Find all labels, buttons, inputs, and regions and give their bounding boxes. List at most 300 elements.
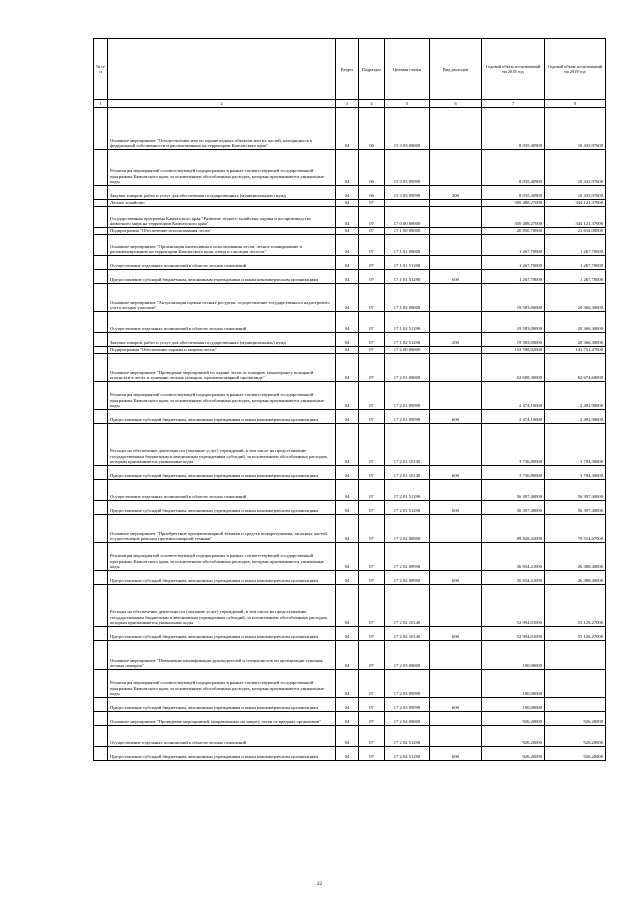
row-subsection-cell: 07 <box>359 501 385 515</box>
row-target-cell: 17 1 01 51290 <box>385 270 430 284</box>
row-number-cell <box>94 670 108 698</box>
row-expense-type-cell: 600 <box>430 466 482 480</box>
row-2019-value-cell <box>545 698 606 712</box>
row-2019-value-cell: 53 126,27000 <box>545 585 606 627</box>
row-section-cell: 04 <box>336 186 359 200</box>
row-2019-value-cell: 926,20000 <box>545 726 606 747</box>
row-2018-value-cell: 62 608,30000 <box>482 354 545 382</box>
table-row <box>94 501 606 515</box>
row-number-cell <box>94 410 108 424</box>
row-subsection-cell: 07 <box>359 543 385 571</box>
row-2019-value-cell: 3 784,30000 <box>545 424 606 466</box>
row-name-cell: Основное мероприятие "Повышение квалификации руководителей и специалистов по организации тушения лесных пожаров" <box>108 641 336 670</box>
row-subsection-cell: 07 <box>359 712 385 726</box>
row-target-cell: 17 2 01 51290 <box>385 480 430 501</box>
row-section-cell: 04 <box>336 641 359 670</box>
row-2019-value-cell: 79 514,67000 <box>545 515 606 543</box>
row-2018-value-cell: 19 583,00000 <box>482 284 545 312</box>
row-section-cell: 04 <box>336 270 359 284</box>
row-number-cell <box>94 501 108 515</box>
row-section-cell: 04 <box>336 424 359 466</box>
table-row <box>94 333 606 347</box>
row-subsection-cell: 07 <box>359 466 385 480</box>
row-2018-value-cell: 20 850,70000 <box>482 228 545 235</box>
row-2018-value-cell: 56 397,40000 <box>482 501 545 515</box>
header-cell-section: Раздел <box>336 39 359 100</box>
row-2018-value-cell: 100,00000 <box>482 670 545 698</box>
row-target-cell: 17 2 03 09990 <box>385 698 430 712</box>
table-row <box>94 515 606 543</box>
row-2018-value-cell: 2 474,10000 <box>482 410 545 424</box>
row-subsection-cell: 06 <box>359 186 385 200</box>
row-name-cell: Закупка товаров, работ и услуг для обеспечения государственных (муниципальных) нужд <box>108 333 336 347</box>
table-row <box>94 466 606 480</box>
table-body <box>94 108 606 761</box>
row-name-cell: Основное мероприятие "Организация интенсивного использования лесов, лесное планирование и регламентирование на территории Камчатского края, отвод и таксация лесосек" <box>108 235 336 256</box>
column-number: 4 <box>359 100 385 108</box>
row-name-cell: Закупка товаров, работ и услуг для обеспечения государственных (муниципальных) нужд <box>108 186 336 200</box>
table-row <box>94 382 606 410</box>
row-2019-value-cell: 56 397,40000 <box>545 480 606 501</box>
row-section-cell: 04 <box>336 256 359 270</box>
row-expense-type-cell <box>430 256 482 270</box>
row-target-cell: 17 1 02 51290 <box>385 333 430 347</box>
row-target-cell: 17 2 02 09990 <box>385 543 430 571</box>
column-number: 5 <box>385 100 430 108</box>
row-number-cell <box>94 543 108 571</box>
row-name-cell: Основное мероприятие "Осуществление мер по охране водных объектов или их частей, находящихся в федеральной собственности и расположенных на территории Камчатского края" <box>108 108 336 150</box>
row-2018-value-cell: 19 583,00000 <box>482 333 545 347</box>
row-subsection-cell: 07 <box>359 312 385 333</box>
table-row <box>94 747 606 761</box>
table-row <box>94 571 606 585</box>
row-subsection-cell: 07 <box>359 270 385 284</box>
row-subsection-cell: 07 <box>359 235 385 256</box>
row-target-cell: 15 3 03 09990 <box>385 150 430 186</box>
row-target-cell: 17 2 02 10140 <box>385 627 430 641</box>
row-expense-type-cell <box>430 641 482 670</box>
row-expense-type-cell <box>430 228 482 235</box>
row-number-cell <box>94 354 108 382</box>
table-row <box>94 228 606 235</box>
row-section-cell: 04 <box>336 670 359 698</box>
row-section-cell: 04 <box>336 698 359 712</box>
header-cell-2019: Годовой объем ассигнований на 2019 год <box>545 39 606 100</box>
row-number-cell <box>94 382 108 410</box>
header-cell-expense-type: Вид расходов <box>430 39 482 100</box>
row-name-cell: Подпрограмма "Обеспечение использования лесов" <box>108 228 336 235</box>
row-subsection-cell: 07 <box>359 228 385 235</box>
row-name-cell: Подпрограмма "Обеспечение охраны и защиты лесов" <box>108 347 336 354</box>
row-number-cell <box>94 235 108 256</box>
row-name-cell: Реализация мероприятий соответствующей подпрограммы в рамках соответствующей государственной программы Камчатского края, за исключением обособленных расходов, которым присваиваются уникальные коды <box>108 150 336 186</box>
row-section-cell: 04 <box>336 228 359 235</box>
table-row <box>94 726 606 747</box>
table-row <box>94 585 606 627</box>
row-target-cell: 17 2 01 51290 <box>385 501 430 515</box>
row-2019-value-cell: 344 121,37000 <box>545 200 606 207</box>
row-subsection-cell: 07 <box>359 354 385 382</box>
row-section-cell: 04 <box>336 347 359 354</box>
row-2019-value-cell: 10 433,97600 <box>545 150 606 186</box>
table-row <box>94 480 606 501</box>
row-number-cell <box>94 515 108 543</box>
row-name-cell: Предоставление субсидий бюджетным, автономным учреждениям и иным некоммерческим организациям <box>108 270 336 284</box>
table-row <box>94 150 606 186</box>
row-2019-value-cell: 20 366,30000 <box>545 312 606 333</box>
row-subsection-cell: 07 <box>359 571 385 585</box>
row-2018-value-cell: 926,20000 <box>482 747 545 761</box>
row-section-cell: 04 <box>336 207 359 228</box>
header-cell-subsection: Подраздел <box>359 39 385 100</box>
row-number-cell <box>94 256 108 270</box>
table-row <box>94 641 606 670</box>
row-name-cell: Предоставление субсидий бюджетным, автономным учреждениям и иным некоммерческим организациям <box>108 571 336 585</box>
row-target-cell: 15 3 03 00000 <box>385 108 430 150</box>
row-number-cell <box>94 333 108 347</box>
row-name-cell: Основное мероприятие "Приобретение противопожарной техники и средств пожаротушения, запасных частей, осуществление ремонта противопожарной техники" <box>108 515 336 543</box>
row-2018-value-cell: 1 267,70000 <box>482 235 545 256</box>
row-subsection-cell: 07 <box>359 424 385 466</box>
row-2019-value-cell: 53 126,27000 <box>545 627 606 641</box>
header-cell-2018: Годовой объем ассигнований на 2018 год <box>482 39 545 100</box>
row-target-cell: 17 1 02 00000 <box>385 284 430 312</box>
row-number-cell <box>94 312 108 333</box>
row-target-cell: 17 1 02 51290 <box>385 312 430 333</box>
row-name-cell: Основное мероприятие "Проведение мероприятий по охране лесов от пожаров, мониторингу пожарной опасности в лесах и тушению лесных пожаров, противопожарной пропаганде" <box>108 354 336 382</box>
row-section-cell: 04 <box>336 108 359 150</box>
column-number-row <box>94 100 606 108</box>
column-number: 3 <box>336 100 359 108</box>
table-row <box>94 186 606 200</box>
row-target-cell: 17 2 01 09990 <box>385 410 430 424</box>
budget-table <box>93 38 606 761</box>
row-subsection-cell: 07 <box>359 410 385 424</box>
table-row <box>94 712 606 726</box>
row-name-cell: Предоставление субсидий бюджетным, автономным учреждениям и иным некоммерческим организациям <box>108 747 336 761</box>
row-2018-value-cell: 8 035,40900 <box>482 150 545 186</box>
table-row <box>94 347 606 354</box>
row-2018-value-cell: 100,00000 <box>482 698 545 712</box>
row-expense-type-cell <box>430 354 482 382</box>
row-name-cell: Основное мероприятие "Актуализация оценки лесных ресурсов, осуществление государственного кадастрового учета лесных участков" <box>108 284 336 312</box>
column-number: 8 <box>545 100 606 108</box>
row-expense-type-cell <box>430 670 482 698</box>
row-section-cell: 04 <box>336 501 359 515</box>
row-2019-value-cell <box>545 641 606 670</box>
header-cell-name <box>108 39 336 100</box>
row-name-cell: Предоставление субсидий бюджетным, автономным учреждениям и иным некоммерческим организациям <box>108 698 336 712</box>
row-number-cell <box>94 726 108 747</box>
row-subsection-cell: 07 <box>359 333 385 347</box>
row-number-cell <box>94 207 108 228</box>
row-section-cell: 04 <box>336 235 359 256</box>
row-expense-type-cell <box>430 207 482 228</box>
row-subsection-cell: 07 <box>359 585 385 627</box>
row-number-cell <box>94 698 108 712</box>
column-number: 1 <box>94 100 108 108</box>
row-target-cell: 17 2 04 00000 <box>385 712 430 726</box>
row-number-cell <box>94 585 108 627</box>
row-expense-type-cell: 600 <box>430 747 482 761</box>
row-subsection-cell: 07 <box>359 698 385 712</box>
row-2018-value-cell: 926,20000 <box>482 726 545 747</box>
table-row <box>94 627 606 641</box>
table-row <box>94 200 606 207</box>
header-cell-target: Целевая статья <box>385 39 430 100</box>
row-section-cell: 04 <box>336 712 359 726</box>
row-number-cell <box>94 108 108 150</box>
row-subsection-cell: 07 <box>359 480 385 501</box>
row-target-cell: 17 2 02 10140 <box>385 585 430 627</box>
row-2018-value-cell: 3 736,80000 <box>482 466 545 480</box>
row-section-cell: 04 <box>336 200 359 207</box>
row-2019-value-cell: 10 433,97600 <box>545 186 606 200</box>
row-subsection-cell: 07 <box>359 747 385 761</box>
row-name-cell: Расходы на обеспечение деятельности (оказание услуг) учреждений, в том числе на предоставление государственным бюджетным и автономным учреждениям субсидий, за исключением обособленных расходов, которым присваиваются уникальные коды <box>108 585 336 627</box>
table-row <box>94 256 606 270</box>
row-number-cell <box>94 228 108 235</box>
row-target-cell: 17 2 03 00000 <box>385 641 430 670</box>
row-2018-value-cell: 3 736,80000 <box>482 424 545 466</box>
table-row <box>94 108 606 150</box>
row-number-cell <box>94 270 108 284</box>
row-subsection-cell: 06 <box>359 108 385 150</box>
row-target-cell: 17 1 01 00000 <box>385 235 430 256</box>
row-number-cell <box>94 480 108 501</box>
row-section-cell: 04 <box>336 571 359 585</box>
row-target-cell: 17 2 04 51290 <box>385 726 430 747</box>
row-2019-value-cell: 62 674,60000 <box>545 354 606 382</box>
row-subsection-cell: 07 <box>359 726 385 747</box>
row-2018-value-cell: 89 828,42000 <box>482 515 545 543</box>
row-expense-type-cell: 600 <box>430 410 482 424</box>
table-row <box>94 207 606 228</box>
row-subsection-cell: 07 <box>359 347 385 354</box>
row-name-cell: Осуществление отдельных полномочий в области лесных отношений <box>108 312 336 333</box>
row-name-cell: Предоставление субсидий бюджетным, автономным учреждениям и иным некоммерческим организациям <box>108 466 336 480</box>
row-section-cell: 04 <box>336 585 359 627</box>
row-subsection-cell: 07 <box>359 200 385 207</box>
row-2019-value-cell: 20 366,30000 <box>545 333 606 347</box>
row-number-cell <box>94 284 108 312</box>
row-2019-value-cell: 926,20000 <box>545 712 606 726</box>
row-2018-value-cell: 52 994,01000 <box>482 585 545 627</box>
row-name-cell: Осуществление отдельных полномочий в области лесных отношений <box>108 480 336 501</box>
row-number-cell <box>94 466 108 480</box>
row-expense-type-cell <box>430 726 482 747</box>
row-expense-type-cell: 600 <box>430 270 482 284</box>
row-name-cell: Государственная программа Камчатского края "Развитие лесного хозяйства, охрана и воспроизводство животного мира на территории Камчатского края" <box>108 207 336 228</box>
row-2018-value-cell: 56 397,40000 <box>482 480 545 501</box>
row-expense-type-cell <box>430 284 482 312</box>
row-expense-type-cell <box>430 480 482 501</box>
table-row <box>94 698 606 712</box>
row-expense-type-cell <box>430 424 482 466</box>
row-number-cell <box>94 571 108 585</box>
table-row <box>94 543 606 571</box>
row-target-cell: 17 2 01 09990 <box>385 382 430 410</box>
row-name-cell: Реализация мероприятий соответствующей подпрограммы в рамках соответствующей государственной программы Камчатского края, за исключением обособленных расходов, которым присваиваются уникальные коды <box>108 543 336 571</box>
row-2018-value-cell: 926,20000 <box>482 712 545 726</box>
row-2018-value-cell: 8 035,40900 <box>482 108 545 150</box>
row-target-cell: 17 2 03 09990 <box>385 670 430 698</box>
row-subsection-cell: 07 <box>359 670 385 698</box>
row-section-cell: 04 <box>336 480 359 501</box>
row-2018-value-cell: 153 598,92000 <box>482 347 545 354</box>
row-target-cell: 17 2 01 00000 <box>385 354 430 382</box>
row-subsection-cell: 07 <box>359 382 385 410</box>
row-2019-value-cell: 26 388,40000 <box>545 571 606 585</box>
row-target-cell <box>385 200 430 207</box>
row-expense-type-cell <box>430 347 482 354</box>
row-subsection-cell: 07 <box>359 256 385 270</box>
row-name-cell: Предоставление субсидий бюджетным, автономным учреждениям и иным некоммерческим организациям <box>108 501 336 515</box>
row-subsection-cell: 07 <box>359 284 385 312</box>
row-2019-value-cell: 3 784,30000 <box>545 466 606 480</box>
page-number: 22 <box>316 881 323 887</box>
row-target-cell: 17 1 00 00000 <box>385 228 430 235</box>
row-expense-type-cell: 600 <box>430 571 482 585</box>
column-number: 6 <box>430 100 482 108</box>
row-target-cell: 17 2 01 10140 <box>385 424 430 466</box>
row-section-cell: 04 <box>336 354 359 382</box>
row-section-cell: 04 <box>336 382 359 410</box>
row-number-cell <box>94 641 108 670</box>
row-name-cell: Предоставление субсидий бюджетным, автономным учреждениям и иным некоммерческим организациям <box>108 627 336 641</box>
table-row <box>94 235 606 256</box>
row-expense-type-cell <box>430 150 482 186</box>
row-expense-type-cell <box>430 543 482 571</box>
row-2019-value-cell: 143 751,47000 <box>545 347 606 354</box>
row-2018-value-cell: 100,00000 <box>482 641 545 670</box>
row-2019-value-cell: 26 388,40000 <box>545 543 606 571</box>
row-expense-type-cell: 600 <box>430 501 482 515</box>
row-2018-value-cell: 36 834,41000 <box>482 571 545 585</box>
row-expense-type-cell: 200 <box>430 186 482 200</box>
row-target-cell: 17 2 01 10140 <box>385 466 430 480</box>
header-cell-number: № п/п <box>94 39 108 100</box>
table-row <box>94 424 606 466</box>
row-expense-type-cell: 600 <box>430 627 482 641</box>
row-subsection-cell: 06 <box>359 150 385 186</box>
row-2019-value-cell: 1 267,70000 <box>545 270 606 284</box>
row-number-cell <box>94 424 108 466</box>
row-subsection-cell: 07 <box>359 207 385 228</box>
table-row <box>94 284 606 312</box>
row-2018-value-cell: 1 267,70000 <box>482 256 545 270</box>
row-number-cell <box>94 200 108 207</box>
row-expense-type-cell <box>430 200 482 207</box>
row-name-cell: Реализация мероприятий соответствующей подпрограммы в рамках соответствующей государственной программы Камчатского края, за исключением обособленных расходов, которым присваиваются уникальные коды <box>108 670 336 698</box>
row-expense-type-cell <box>430 235 482 256</box>
row-2018-value-cell: 8 035,40900 <box>482 186 545 200</box>
row-target-cell: 17 2 02 09990 <box>385 571 430 585</box>
row-2018-value-cell: 1 267,70000 <box>482 270 545 284</box>
row-section-cell: 04 <box>336 543 359 571</box>
column-number: 2 <box>108 100 336 108</box>
row-2019-value-cell: 21 634,00000 <box>545 228 606 235</box>
row-2019-value-cell: 2 492,90000 <box>545 410 606 424</box>
row-section-cell: 04 <box>336 333 359 347</box>
row-name-cell: Предоставление субсидий бюджетным, автономным учреждениям и иным некоммерческим организациям <box>108 410 336 424</box>
row-section-cell: 04 <box>336 627 359 641</box>
row-subsection-cell: 07 <box>359 641 385 670</box>
row-subsection-cell: 07 <box>359 515 385 543</box>
table-row <box>94 354 606 382</box>
row-section-cell: 04 <box>336 466 359 480</box>
row-expense-type-cell: 200 <box>430 333 482 347</box>
row-section-cell: 04 <box>336 150 359 186</box>
row-expense-type-cell <box>430 712 482 726</box>
row-number-cell <box>94 347 108 354</box>
row-subsection-cell: 07 <box>359 627 385 641</box>
row-2019-value-cell: 1 267,70000 <box>545 235 606 256</box>
row-2019-value-cell: 20 366,30000 <box>545 284 606 312</box>
row-2019-value-cell <box>545 670 606 698</box>
row-number-cell <box>94 186 108 200</box>
row-number-cell <box>94 627 108 641</box>
row-section-cell: 04 <box>336 312 359 333</box>
row-expense-type-cell <box>430 515 482 543</box>
row-2018-value-cell: 2 474,10000 <box>482 382 545 410</box>
row-name-cell: Основное мероприятие "Проведение мероприятий, направленных на защиту лесов от вредных организмов" <box>108 712 336 726</box>
row-2019-value-cell: 344 121,37000 <box>545 207 606 228</box>
row-expense-type-cell <box>430 382 482 410</box>
row-2019-value-cell: 56 397,40000 <box>545 501 606 515</box>
row-target-cell: 17 2 02 00000 <box>385 515 430 543</box>
table-row <box>94 312 606 333</box>
column-number: 7 <box>482 100 545 108</box>
row-2019-value-cell: 2 492,90000 <box>545 382 606 410</box>
row-2019-value-cell: 10 433,97600 <box>545 108 606 150</box>
row-2019-value-cell: 1 267,70000 <box>545 256 606 270</box>
row-2019-value-cell: 926,20000 <box>545 747 606 761</box>
row-number-cell <box>94 712 108 726</box>
row-expense-type-cell: 600 <box>430 698 482 712</box>
row-name-cell: Осуществление отдельных полномочий в области лесных отношений <box>108 726 336 747</box>
row-name-cell: Реализация мероприятий соответствующей подпрограммы в рамках соответствующей государственной программы Камчатского края, за исключением обособленных расходов, которым присваиваются уникальные коды <box>108 382 336 410</box>
row-section-cell: 04 <box>336 284 359 312</box>
row-section-cell: 04 <box>336 747 359 761</box>
row-2018-value-cell: 350 488,27000 <box>482 207 545 228</box>
row-target-cell: 17 2 00 00000 <box>385 347 430 354</box>
row-expense-type-cell <box>430 312 482 333</box>
header-row <box>94 39 606 100</box>
row-section-cell: 04 <box>336 410 359 424</box>
table-row <box>94 410 606 424</box>
row-2018-value-cell: 36 834,41000 <box>482 543 545 571</box>
table-row <box>94 270 606 284</box>
row-2018-value-cell: 350 488,27000 <box>482 200 545 207</box>
row-expense-type-cell <box>430 585 482 627</box>
row-target-cell: 15 3 03 09990 <box>385 186 430 200</box>
row-expense-type-cell <box>430 108 482 150</box>
row-section-cell: 04 <box>336 726 359 747</box>
row-name-cell: Лесное хозяйство <box>108 200 336 207</box>
row-name-cell: Осуществление отдельных полномочий в области лесных отношений <box>108 256 336 270</box>
table-row <box>94 670 606 698</box>
row-2018-value-cell: 52 994,01000 <box>482 627 545 641</box>
row-name-cell: Расходы на обеспечение деятельности (оказание услуг) учреждений, в том числе на предоставление государственным бюджетным и автономным учреждениям субсидий, за исключением обособленных расходов, которым присваиваются уникальные коды <box>108 424 336 466</box>
row-number-cell <box>94 150 108 186</box>
row-target-cell: 17 2 04 51290 <box>385 747 430 761</box>
row-number-cell <box>94 747 108 761</box>
row-section-cell: 04 <box>336 515 359 543</box>
row-2018-value-cell: 19 583,00000 <box>482 312 545 333</box>
row-target-cell: 17 0 00 00000 <box>385 207 430 228</box>
row-target-cell: 17 1 01 51290 <box>385 256 430 270</box>
